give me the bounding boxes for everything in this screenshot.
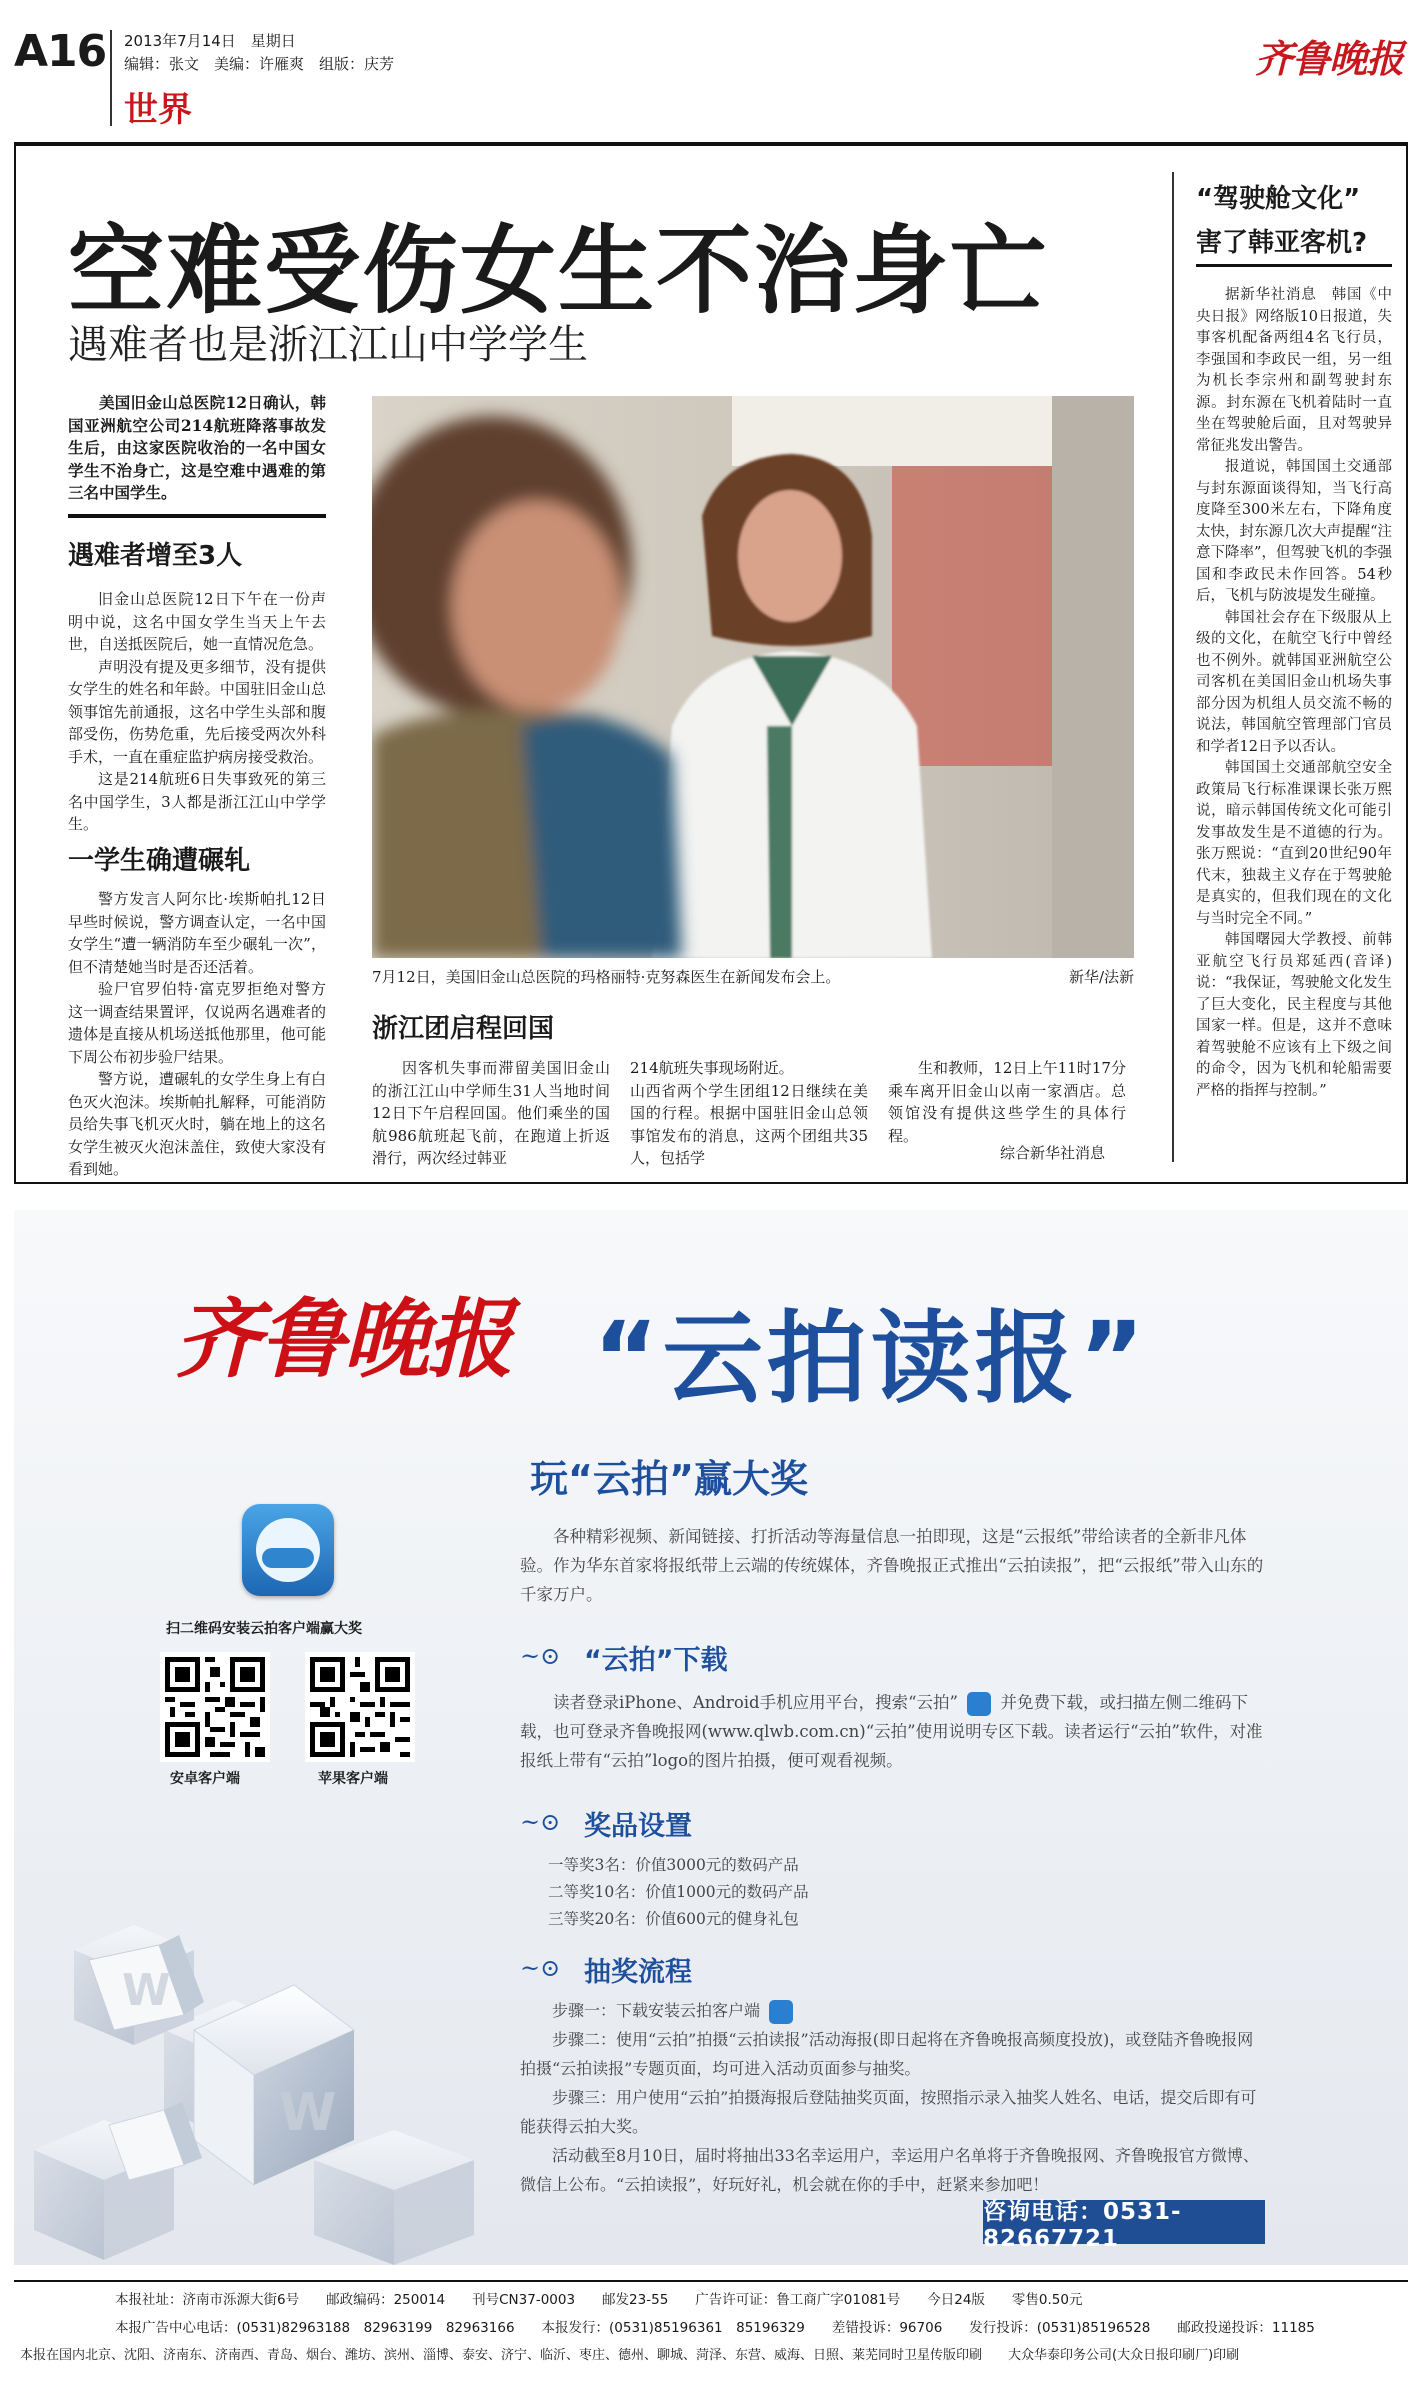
section1-heading: 遇难者增至3人 — [68, 541, 243, 571]
prize-item: 三等奖20名：价值600元的健身礼包 — [548, 1910, 799, 1928]
download-heading: “云拍”下载 — [584, 1645, 728, 1676]
section1-paragraph: 旧金山总医院12日下午在一份声明中说，这名中国女学生当天上午去世，自送抵医院后，她一直情况危急。 — [68, 590, 326, 653]
swirl-icon: ~⊙ — [520, 1808, 561, 1836]
section2-body — [68, 888, 326, 1181]
process-step: 步骤二：使用“云拍”拍摄“云拍读报”活动海报(即日起将在齐鲁晚报高频度投放)，或登陆齐鲁晚报网拍摄“云拍读报”专题页面，均可进入活动页面参与抽奖。 — [520, 2030, 1254, 2078]
article-lead: 美国旧金山总医院12日确认，韩国亚洲航空公司214航班降落事故发生后，由这家医院收治的一名中国女学生不治身亡，这是空难中遇难的第三名中国学生。 — [68, 393, 326, 502]
ad-title: “云拍读报” — [593, 1300, 1149, 1417]
sidebar-title-rule — [1196, 264, 1392, 267]
lead-rule — [68, 514, 326, 518]
section3-heading: 浙江团启程回国 — [372, 1014, 555, 1044]
download-text-part1: 读者登录iPhone、Android手机应用平台，搜索“云拍” — [553, 1693, 958, 1712]
prize-item: 一等奖3名：价值3000元的数码产品 — [548, 1856, 799, 1874]
sidebar-title-line1: “驾驶舱文化” — [1196, 184, 1361, 214]
section1-paragraph: 声明没有提及更多细节，没有提供女学生的姓名和年龄。中国驻旧金山总领事馆先前通报，这名中学生头部和腹部受伤，伤势危重，先后接受两次外科手术，一直在重症监护病房接受救治。 — [68, 657, 326, 766]
qr-label-android: 安卓客户端 — [170, 1771, 240, 1787]
sidebar-paragraph: 韩国国土交通部航空安全政策局飞行标准课课长张万熙说，暗示韩国传统文化可能引发事故发生是不道德的行为。张万熙说：“直到20世纪90年代末，独裁主义存在于驾驶舱是真实的，但我们现在的文化与当时完全不同。” — [1196, 760, 1392, 927]
footer-line-printing: 本报在国内北京、沈阳、济南东、济南西、青岛、烟台、潍坊、滨州、淄博、泰安、济宁、临沂、枣庄、德州、聊城、菏泽、东营、威海、日照、莱芜同时卫星传版印刷 大众华泰印务公司(大众日报印刷厂)印刷 — [20, 2348, 1240, 2363]
qr-code-android[interactable] — [160, 1652, 270, 1762]
section-name: 世界 — [124, 90, 192, 130]
download-text — [520, 1688, 1265, 1775]
footer-line-address: 本报社址：济南市泺源大街6号 邮政编码：250014 刊号CN37-0003 邮发23-55 广告许可证：鲁工商广字01081号 今日24版 零售0.50元 — [115, 2292, 1083, 2308]
ad-newspaper-logo: 齐鲁晚报 — [175, 1289, 511, 1390]
qr-caption: 扫二维码安装云拍客户端赢大奖 — [166, 1621, 362, 1637]
cube-letter: W — [122, 1965, 171, 2016]
sidebar-paragraph: 韩国社会存在下级服从上级的文化，在航空飞行中曾经也不例外。就韩国亚洲航空公司客机在美国旧金山机场失事部分因为机组人员交流不畅的说法，韩国航空管理部门官员和学者12日予以否认。 — [1196, 609, 1392, 755]
news-photo-image — [372, 396, 1134, 958]
sidebar-paragraph: 据新华社消息 韩国《中央日报》网络版10日报道，失事客机配备两组4名飞行员，李强国和李政民一组，另一组为机长李宗州和副驾驶封东源。封东源在飞机着陆时一直坐在驾驶舱后面，且对驾驶异常征兆发出警告。 — [1196, 287, 1392, 454]
swirl-icon: ~⊙ — [520, 1954, 561, 1982]
sidebar-body — [1196, 285, 1392, 1102]
footer-line-contacts: 本报广告中心电话：(0531)82963188 82963199 82963166 本报发行：(0531)85196361 85196329 差错投诉：96706 发行投诉：(0531)85196528 邮政投递投诉：11185 — [115, 2320, 1315, 2336]
cube-letter: W — [279, 2083, 337, 2143]
sidebar-divider — [1172, 172, 1174, 1162]
section2-heading: 一学生确遭碾轧 — [68, 846, 251, 876]
photo-caption-row — [372, 966, 1134, 987]
section3-column-1: 因客机失事而滞留美国旧金山的浙江江山中学师生31人当地时间12日下午启程回国。他们乘坐的国航986航班起飞前，在跑道上折返滑行，两次经过韩亚 — [372, 1059, 610, 1167]
ad-headline: 玩“云拍”赢大奖 — [530, 1457, 808, 1501]
qr-code-apple[interactable] — [305, 1652, 415, 1762]
hotline-badge: 咨询电话：0531-82667721 — [983, 2200, 1265, 2244]
qr-code-icon — [305, 1652, 415, 1762]
process-steps — [520, 1996, 1265, 2199]
header-divider — [110, 30, 112, 126]
process-step-1 — [520, 1996, 1265, 2025]
news-photo — [372, 396, 1134, 958]
article-subheadline: 遇难者也是浙江江山中学学生 — [68, 322, 588, 368]
process-step: 活动截至8月10日，届时将抽出33名幸运用户，幸运用户名单将于齐鲁晚报网、齐鲁晚报官方微博、微信上公布。“云拍读报”，好玩好礼，机会就在你的手中，赶紧来参加吧！ — [520, 2146, 1259, 2194]
newspaper-logo: 齐鲁晚报 — [1255, 36, 1404, 81]
footer-rule — [14, 2280, 1408, 2282]
section3-credit: 综合新华社消息 — [1000, 1144, 1106, 1162]
cloud-app-icon — [242, 1504, 334, 1596]
prize-list — [548, 1852, 809, 1933]
swirl-icon: ~⊙ — [520, 1642, 561, 1670]
section2-paragraph: 警方发言人阿尔比·埃斯帕扎12日早些时候说，警方调查认定，一名中国女学生“遭一辆消防车至少碾轧一次”，但不清楚她当时是否还活着。 — [68, 890, 326, 976]
cloud-app-small-icon — [769, 2000, 793, 2024]
section1-body — [68, 588, 326, 836]
article-headline: 空难受伤女生不治身亡 — [68, 215, 1048, 327]
prize-item: 二等奖10名：价值1000元的数码产品 — [548, 1883, 809, 1901]
section2-paragraph: 验尸官罗伯特·富克罗拒绝对警方这一调查结果置评，仅说两名遇难者的遗体是直接从机场送抵他那里，他可能下周公布初步验尸结果。 — [68, 980, 326, 1066]
process-step-1-text: 步骤一：下载安装云拍客户端 — [552, 2001, 761, 2020]
editor-credits: 编辑：张文 美编：许雁爽 组版：庆芳 — [124, 55, 395, 73]
issue-date: 2013年7月14日 星期日 — [124, 32, 296, 50]
ad-intro: 各种精彩视频、新闻链接、打折活动等海量信息一拍即现，这是“云报纸”带给读者的全新非凡体验。作为华东首家将报纸带上云端的传统媒体，齐鲁晚报正式推出“云拍读报”，把“云报纸”带入山东的千家万户。 — [520, 1527, 1264, 1604]
process-heading: 抽奖流程 — [584, 1957, 692, 1988]
section3-column-3: 生和教师，12日上午11时17分乘车离开旧金山以南一家酒店。总领馆没有提供这些学生的具体行程。 — [888, 1059, 1126, 1145]
section2-paragraph: 警方说，遭碾轧的女学生身上有白色灭火泡沫。埃斯帕扎解释，可能消防员给失事飞机灭火时，躺在地上的这名女学生被灭火泡沫盖住，致使大家没有看到她。 — [68, 1070, 326, 1178]
sidebar-paragraph: 报道说，韩国国土交通部与封东源面谈得知，当飞行高度降至300米左右，下降角度太快，封东源几次大声提醒“注意下降率”，但驾驶飞机的李强国和李政民未作回答。54秒后，飞机与防波堤发生碰撞。 — [1196, 459, 1392, 604]
process-step: 步骤三：用户使用“云拍”拍摄海报后登陆抽奖页面，按照指示录入抽奖人姓名、电话，提交后即有可能获得云拍大奖。 — [520, 2088, 1257, 2136]
top-border-rule — [14, 142, 1408, 145]
section3-column-2: 214航班失事现场附近。 山西省两个学生团组12日继续在美国的行程。根据中国驻旧金山总领事馆发布的消息，这两个团组共35人，包括学 — [630, 1059, 868, 1167]
sidebar-title-line2: 害了韩亚客机? — [1196, 228, 1368, 258]
sidebar-paragraph: 韩国曙园大学教授、前韩亚航空飞行员郑延西(音译)说：“我保证，驾驶舱文化发生了巨大变化，民主程度与其他国家一样。但是，这并不意味着驾驶舱不应该有上下级之间的命令，因为飞机和轮船需要严格的指挥与控制。” — [1196, 932, 1392, 1099]
page-number: A16 — [14, 26, 107, 77]
cloud-app-small-icon — [967, 1692, 991, 1716]
download-text-part2: 并免费下载，或扫描左侧二维码下载，也可登录齐鲁晚报网(www.qlwb.com.cn)“云拍”使用说明专区下载。读者运行“云拍”软件，对准报纸上带有“云拍”logo的图片拍摄，便可观看视频。 — [520, 1693, 1263, 1770]
qr-label-apple: 苹果客户端 — [318, 1771, 388, 1787]
photo-credit: 新华/法新 — [1068, 968, 1134, 986]
qr-code-icon — [160, 1652, 270, 1762]
section1-paragraph: 这是214航班6日失事致死的第三名中国学生，3人都是浙江江山中学学生。 — [68, 770, 326, 833]
prizes-heading: 奖品设置 — [584, 1811, 692, 1842]
photo-caption: 7月12日，美国旧金山总医院的玛格丽特·克努森医生在新闻发布会上。 — [372, 968, 841, 986]
